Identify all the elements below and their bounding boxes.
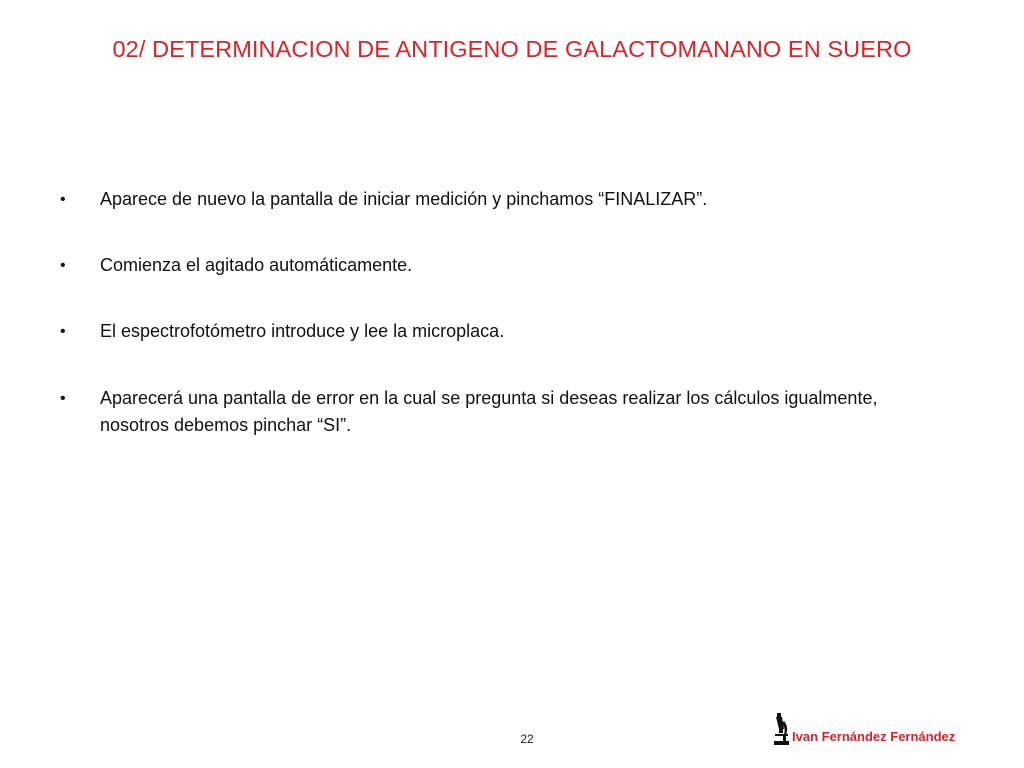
bullet-text: Comienza el agitado automáticamente. <box>100 255 413 275</box>
microscope-icon <box>772 713 790 745</box>
page-number: 22 <box>520 732 534 746</box>
bullet-item <box>60 252 900 279</box>
bullet-marker: • <box>60 323 66 340</box>
bullet-item <box>60 385 900 439</box>
bullet-marker: • <box>60 390 66 407</box>
slide-title: 02/ DETERMINACION DE ANTIGENO DE GALACTOMANANO EN SUERO <box>112 36 912 62</box>
bullet-marker: • <box>60 191 66 208</box>
bullet-text: Aparece de nuevo la pantalla de iniciar medición y pinchamos “FINALIZAR”. <box>100 189 708 209</box>
bullet-list <box>60 186 900 479</box>
bullet-text: El espectrofotómetro introduce y lee la microplaca. <box>100 321 505 341</box>
bullet-text: Aparecerá una pantalla de error en la cual se pregunta si deseas realizar los cálculos igualmente, nosotros debemos pinchar “SI”. <box>100 388 878 435</box>
bullet-item <box>60 186 900 213</box>
bullet-marker: • <box>60 257 66 274</box>
author-name: Ivan Fernández Fernández <box>792 729 956 744</box>
bullet-item <box>60 318 900 345</box>
